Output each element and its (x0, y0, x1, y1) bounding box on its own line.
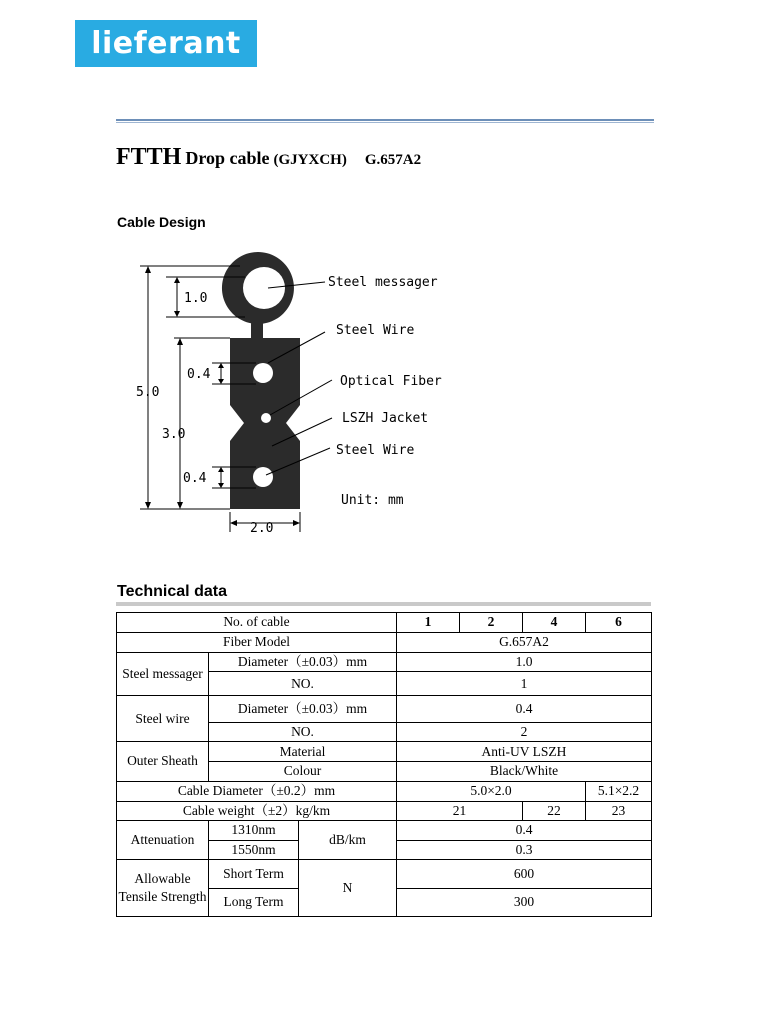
dim-body: 3.0 (162, 427, 186, 442)
cell-no-of-cable: No. of cable (117, 613, 397, 633)
cell-count: 6 (586, 613, 652, 633)
cable-design-heading: Cable Design (117, 214, 206, 230)
label-steel-wire-bottom: Steel Wire (336, 443, 415, 458)
dim-messager: 1.0 (184, 291, 208, 306)
steel-wire-bottom-hole (253, 467, 273, 487)
cell-cable-weight-label: Cable weight（±2）kg/km (117, 801, 397, 820)
label-steel-wire-top: Steel Wire (336, 323, 415, 338)
title-product: Drop cable (185, 148, 270, 168)
cell-outer-sheath-group: Outer Sheath (117, 742, 209, 781)
cell-tensile-label: Allowable Tensile Strength (117, 860, 209, 917)
steel-messager-hole (243, 267, 285, 309)
cell-wire-diameter: 0.4 (397, 696, 652, 723)
table-row (117, 820, 652, 840)
cell-messager-diameter: 1.0 (397, 653, 652, 672)
label-lszh-jacket: LSZH Jacket (342, 411, 429, 426)
cell-count: 1 (397, 613, 460, 633)
title-fiber: G.657A2 (364, 152, 422, 168)
cell-weight-c: 23 (586, 801, 652, 820)
lieferant-logo (75, 20, 257, 67)
cell-steel-messager-group: Steel messager (117, 653, 209, 696)
dim-wire-bottom: 0.4 (183, 471, 207, 486)
optical-fiber-hole (261, 413, 271, 423)
cell-wl-1310: 1310nm (209, 820, 299, 840)
technical-data-table (116, 612, 652, 917)
cell-weight-a: 21 (397, 801, 523, 820)
logo-text: lieferant (91, 25, 241, 61)
cell-messager-diameter-label: Diameter（±0.03）mm (209, 653, 397, 672)
label-steel-messager: Steel messager (328, 275, 438, 290)
cell-colour: Black/White (397, 762, 652, 781)
cell-weight-b: 22 (523, 801, 586, 820)
table-row (117, 860, 652, 889)
cell-wl-1550: 1550nm (209, 840, 299, 859)
header-rule (116, 119, 654, 121)
cell-wire-no: 2 (397, 723, 652, 742)
table-row (117, 613, 652, 633)
table-row (117, 742, 652, 762)
dim-width: 2.0 (250, 521, 274, 536)
table-row (117, 633, 652, 653)
cell-long-term: 300 (397, 889, 652, 917)
table-row (117, 653, 652, 672)
technical-data-heading: Technical data (117, 583, 227, 600)
title-code: (GJYXCH) (273, 152, 347, 168)
cell-att-1550: 0.3 (397, 840, 652, 859)
label-unit: Unit: mm (341, 493, 404, 508)
cell-fiber-model-label: Fiber Model (117, 633, 397, 653)
cell-short-term-label: Short Term (209, 860, 299, 889)
cell-wire-no-label: NO. (209, 723, 397, 742)
label-optical-fiber: Optical Fiber (340, 374, 442, 389)
cell-att-unit: dB/km (299, 820, 397, 859)
cell-steel-wire-group: Steel wire (117, 696, 209, 742)
dim-total: 5.0 (136, 385, 160, 400)
cell-count: 4 (523, 613, 586, 633)
cell-long-term-label: Long Term (209, 889, 299, 917)
technical-data-rule (116, 602, 651, 606)
cell-attenuation-label: Attenuation (117, 820, 209, 859)
cell-cable-diameter-b: 5.1×2.2 (586, 781, 652, 801)
cell-material-label: Material (209, 742, 397, 762)
table-row (117, 781, 652, 801)
table-row (117, 801, 652, 820)
header-rule-thin (116, 122, 654, 123)
dim-wire-top: 0.4 (187, 367, 211, 382)
cell-material: Anti-UV LSZH (397, 742, 652, 762)
cell-att-1310: 0.4 (397, 820, 652, 840)
cable-cross-section-diagram (120, 250, 460, 540)
cell-fiber-model: G.657A2 (397, 633, 652, 653)
cell-messager-no-label: NO. (209, 672, 397, 696)
cell-messager-no: 1 (397, 672, 652, 696)
cell-wire-diameter-label: Diameter（±0.03）mm (209, 696, 397, 723)
steel-wire-top-hole (253, 363, 273, 383)
cell-cable-diameter-label: Cable Diameter（±0.2）mm (117, 781, 397, 801)
cell-colour-label: Colour (209, 762, 397, 781)
title-main: FTTH (116, 144, 182, 170)
cell-count: 2 (460, 613, 523, 633)
page-title (116, 144, 421, 171)
cell-cable-diameter-a: 5.0×2.0 (397, 781, 586, 801)
table-row (117, 696, 652, 723)
cell-short-term: 600 (397, 860, 652, 889)
cell-tensile-unit: N (299, 860, 397, 917)
